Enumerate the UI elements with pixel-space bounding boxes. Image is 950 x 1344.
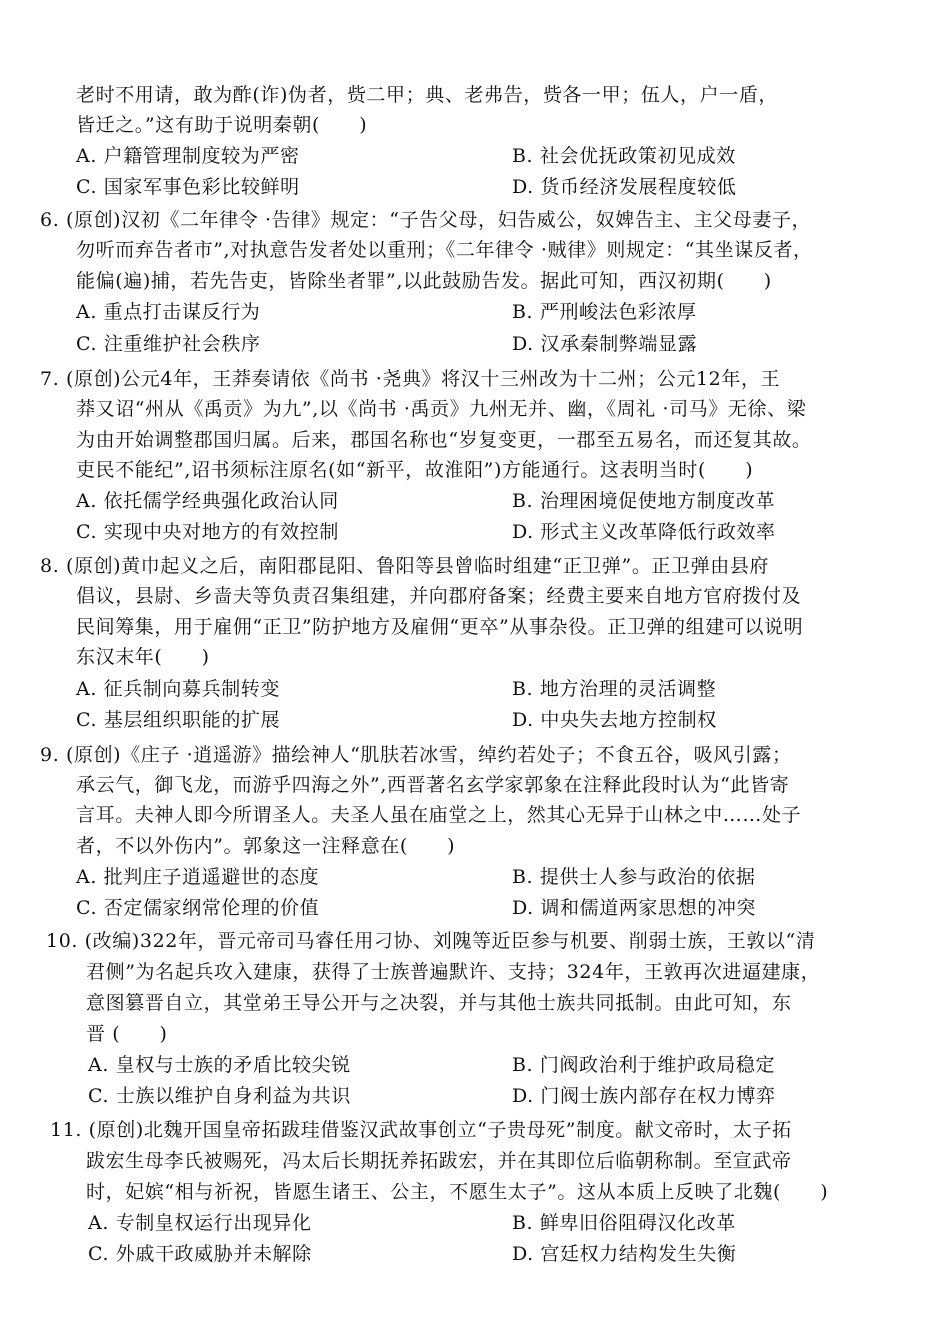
question-10-option-c: C. 士族以维护自身利益为共识 (88, 1085, 351, 1107)
question-8-line-2: 倡议，县尉、乡啬夫等负责召集组建，并向郡府备案；经费主要来自地方官府拨付及 (76, 585, 802, 607)
question-7-line-1: 7. (原创)公元4年，王莽奏请依《尚书 ·尧典》将汉十三州改为十二州；公元12年，王 (40, 368, 781, 390)
question-10-option-d: D. 门阀士族内部存在权力博弈 (512, 1085, 776, 1107)
question-5-option-a: A. 户籍管理制度较为严密 (76, 145, 300, 167)
question-8-line-4: 东汉末年( ) (76, 646, 210, 668)
question-10-line-4: 晋 ( ) (86, 1023, 168, 1045)
question-10-line-2: 君侧”为名起兵攻入建康，获得了士族普遍默许、支持；324年，王敦再次进逼建康， (86, 961, 821, 983)
question-7-line-4: 吏民不能纪”,诏书须标注原名(如“新平，故淮阳”)方能通行。这表明当时( ) (76, 459, 754, 481)
question-11-option-c: C. 外戚干政威胁并未解除 (88, 1243, 312, 1265)
question-9-line-3: 言耳。夫神人即今所谓圣人。夫圣人虽在庙堂之上，然其心无异于山林之中……处子 (76, 804, 802, 826)
question-9-line-1: 9. (原创)《庄子 ·逍遥游》描绘神人“肌肤若冰雪，绰约若处子；不食五谷，吸风引露； (40, 744, 792, 766)
question-5-option-c: C. 国家军事色彩比较鲜明 (76, 176, 300, 198)
question-9-line-2: 承云气，御飞龙，而游乎四海之外”,西晋著名玄学家郭象在注释此段时认为“此皆寄 (76, 774, 790, 796)
question-6-option-d: D. 汉承秦制弊端显露 (512, 333, 698, 355)
question-6-option-a: A. 重点打击谋反行为 (76, 301, 261, 323)
question-9-line-4: 者，不以外伤内”。郭象这一注释意在( ) (76, 835, 456, 857)
question-8-option-a: A. 征兵制向募兵制转变 (76, 678, 281, 700)
question-6-option-c: C. 注重维护社会秩序 (76, 333, 261, 355)
question-5-line-2: 皆迁之。”这有助于说明秦朝( ) (76, 114, 368, 136)
question-9-option-a: A. 批判庄子逍遥避世的态度 (76, 866, 320, 888)
question-6-option-b: B. 严刑峻法色彩浓厚 (512, 301, 697, 323)
question-8-option-d: D. 中央失去地方控制权 (512, 709, 717, 731)
question-6-line-2: 勿听而弃告者市”,对执意告发者处以重刑；《二年律令 ·贼律》则规定：“其坐谋反者， (76, 239, 813, 261)
question-11-option-d: D. 宫廷权力结构发生失衡 (512, 1243, 737, 1265)
question-6-line-1: 6. (原创)汉初《二年律令 ·告律》规定：“子告父母，妇告威公，奴婢告主、主父母妻子， (40, 209, 812, 231)
question-9-option-b: B. 提供士人参与政治的依据 (512, 866, 756, 888)
question-9-option-c: C. 否定儒家纲常伦理的价值 (76, 897, 320, 919)
question-8-option-b: B. 地方治理的灵活调整 (512, 678, 717, 700)
question-10-line-1: 10. (改编)322年，晋元帝司马睿任用刁协、刘隗等近臣参与机要、削弱士族，王敦以“清 (46, 930, 816, 952)
question-5-option-d: D. 货币经济发展程度较低 (512, 176, 737, 198)
question-10-option-b: B. 门阀政治利于维护政局稳定 (512, 1054, 776, 1076)
question-10-option-a: A. 皇权与士族的矛盾比较尖锐 (88, 1054, 351, 1076)
question-7-option-b: B. 治理困境促使地方制度改革 (512, 490, 776, 512)
question-8-line-1: 8. (原创)黄巾起义之后，南阳郡昆阳、鲁阳等县曾临时组建“正卫弹”。正卫弹由县府 (40, 555, 770, 577)
question-8-line-3: 民间筹集，用于雇佣“正卫”防护地方及雇佣“更卒”从事杂役。正卫弹的组建可以说明 (76, 616, 804, 638)
question-7-line-2: 莽又诏“州从《禹贡》为九”,以《尚书 ·禹贡》九州无并、幽，《周礼 ·司马》无徐、梁 (76, 398, 807, 420)
question-5-option-b: B. 社会优抚政策初见成效 (512, 145, 736, 167)
question-11-option-a: A. 专制皇权运行出现异化 (88, 1212, 312, 1234)
question-8-option-c: C. 基层组织职能的扩展 (76, 709, 281, 731)
question-6-line-3: 能偏(遍)捕，若先告吏，皆除坐者罪”,以此鼓励告发。据此可知，西汉初期( ) (76, 270, 772, 292)
question-7-option-d: D. 形式主义改革降低行政效率 (512, 521, 776, 543)
question-11-line-3: 时，妃嫔“相与祈祝，皆愿生诸王、公主，不愿生太子”。这从本质上反映了北魏( ) (86, 1181, 829, 1203)
question-10-line-3: 意图篡晋自立，其堂弟王导公开与之决裂，并与其他士族共同抵制。由此可知，东 (86, 992, 792, 1014)
question-5-line-1: 老时不用请，敢为酢(诈)伪者，赀二甲；典、老弗告，赀各一甲；伍人，户一盾， (76, 84, 779, 106)
question-11-line-1: 11. (原创)北魏开国皇帝拓跋珪借鉴汉武故事创立“子贵母死”制度。献文帝时，太子拓 (50, 1119, 792, 1141)
question-9-option-d: D. 调和儒道两家思想的冲突 (512, 897, 757, 919)
question-7-line-3: 为由开始调整郡国归属。后来，郡国名称也“岁复变更，一郡至五易名，而还复其故。 (76, 429, 812, 451)
question-11-option-b: B. 鲜卑旧俗阻碍汉化改革 (512, 1212, 736, 1234)
question-7-option-a: A. 依托儒学经典强化政治认同 (76, 490, 339, 512)
question-11-line-2: 跋宏生母李氏被赐死，冯太后长期抚养拓跋宏，并在其即位后临朝称制。至宣武帝 (86, 1150, 792, 1172)
question-7-option-c: C. 实现中央对地方的有效控制 (76, 521, 339, 543)
